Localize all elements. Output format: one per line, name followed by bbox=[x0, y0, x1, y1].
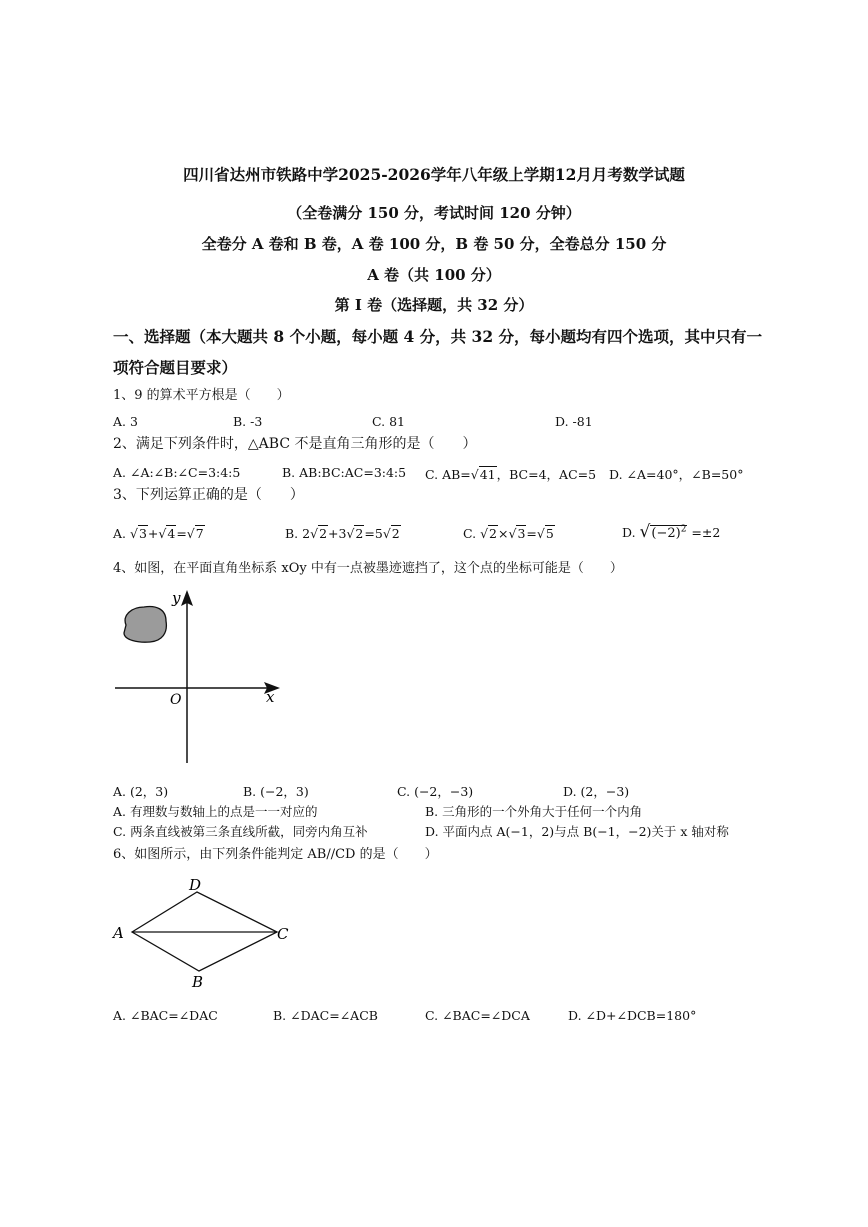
vertex-label-d: D bbox=[189, 876, 202, 894]
part-one-heading: 第 I 卷（选择题，共 32 分） bbox=[334, 296, 534, 314]
question-2-option-d: D. ∠A=40°，∠B=50° bbox=[609, 467, 744, 482]
question-4-option-a: A. (2，3) bbox=[113, 784, 169, 799]
question-5-option-d: D. 平面内点 A(−1，2)与点 B(−1，−2)关于 x 轴对称 bbox=[425, 824, 729, 839]
question-3-option-c: C. √2×√3=√5 bbox=[463, 526, 554, 541]
question-3-option-d: D. $√(-2)^2 =\pm 2$ bbox=[622, 522, 721, 542]
question-2-option-b: B. AB:BC:AC=3:4:5 bbox=[282, 465, 407, 480]
question-2-stem: 2、满足下列条件时，△ABC 不是直角三角形的是（ ） bbox=[113, 436, 477, 452]
question-3-option-b: B. 2√2+3√2=5√2 bbox=[285, 526, 400, 541]
ink-blot bbox=[124, 607, 166, 643]
question-2-option-c: C. AB=√41，BC=4，AC=5 bbox=[425, 467, 597, 482]
question-4-option-b: B. (−2，3) bbox=[243, 784, 309, 799]
question-1-option-a: A. 3 bbox=[113, 414, 138, 429]
question-5-option-a: A. 有理数与数轴上的点是一一对应的 bbox=[113, 804, 318, 819]
question-1-option-c: C. 81 bbox=[372, 414, 405, 429]
question-3-option-a: A. √3+√4=√7 bbox=[113, 526, 204, 541]
question-4-stem: 4、如图，在平面直角坐标系 xOy 中有一点被墨迹遮挡了，这个点的坐标可能是（ ） bbox=[113, 561, 623, 576]
question-1-option-b: B. -3 bbox=[233, 414, 263, 429]
paper-a-heading: A 卷（共 100 分） bbox=[367, 266, 501, 284]
origin-label: O bbox=[170, 692, 182, 708]
quadrilateral-figure bbox=[100, 870, 300, 995]
question-6-stem: 6、如图所示，由下列条件能判定 AB//CD 的是（ ） bbox=[113, 847, 438, 862]
exam-info-scores: 全卷分 A 卷和 B 卷，A 卷 100 分，B 卷 50 分，全卷总分 150 分 bbox=[201, 235, 667, 253]
question-4-option-c: C. (−2，−3) bbox=[397, 784, 474, 799]
question-6-option-a: A. ∠BAC=∠DAC bbox=[113, 1008, 218, 1023]
question-1-option-d: D. -81 bbox=[555, 414, 593, 429]
section-one-instructions: 一、选择题（本大题共 8 个小题，每小题 4 分，共 32 分，每小题均有四个选项，其中只有一 bbox=[113, 327, 763, 346]
question-6-option-c: C. ∠BAC=∠DCA bbox=[425, 1008, 530, 1023]
vertex-label-a: A bbox=[113, 924, 124, 942]
vertex-label-b: B bbox=[192, 973, 204, 991]
question-5-option-c: C. 两条直线被第三条直线所截，同旁内角互补 bbox=[113, 824, 368, 839]
question-2-option-a: A. ∠A:∠B:∠C=3:4:5 bbox=[113, 465, 241, 480]
vertex-label-c: C bbox=[277, 925, 289, 943]
question-3-stem: 3、下列运算正确的是（ ） bbox=[113, 487, 304, 503]
question-6-option-b: B. ∠DAC=∠ACB bbox=[273, 1008, 378, 1023]
question-4-option-d: D. (2，−3) bbox=[563, 784, 630, 799]
coordinate-plane-figure bbox=[100, 585, 300, 770]
y-axis-label: y bbox=[172, 589, 181, 607]
question-1-stem: 1、9 的算术平方根是（ ） bbox=[113, 388, 290, 403]
section-one-instructions-cont: 项符合题目要求） bbox=[113, 358, 238, 377]
exam-info-time: （全卷满分 150 分，考试时间 120 分钟） bbox=[287, 204, 581, 222]
question-5-option-b: B. 三角形的一个外角大于任何一个内角 bbox=[425, 804, 643, 819]
exam-title: 四川省达州市铁路中学2025-2026学年八年级上学期12月月考数学试题 bbox=[183, 165, 685, 184]
x-axis-label: x bbox=[266, 688, 275, 706]
question-6-option-d: D. ∠D+∠DCB=180° bbox=[568, 1008, 697, 1023]
